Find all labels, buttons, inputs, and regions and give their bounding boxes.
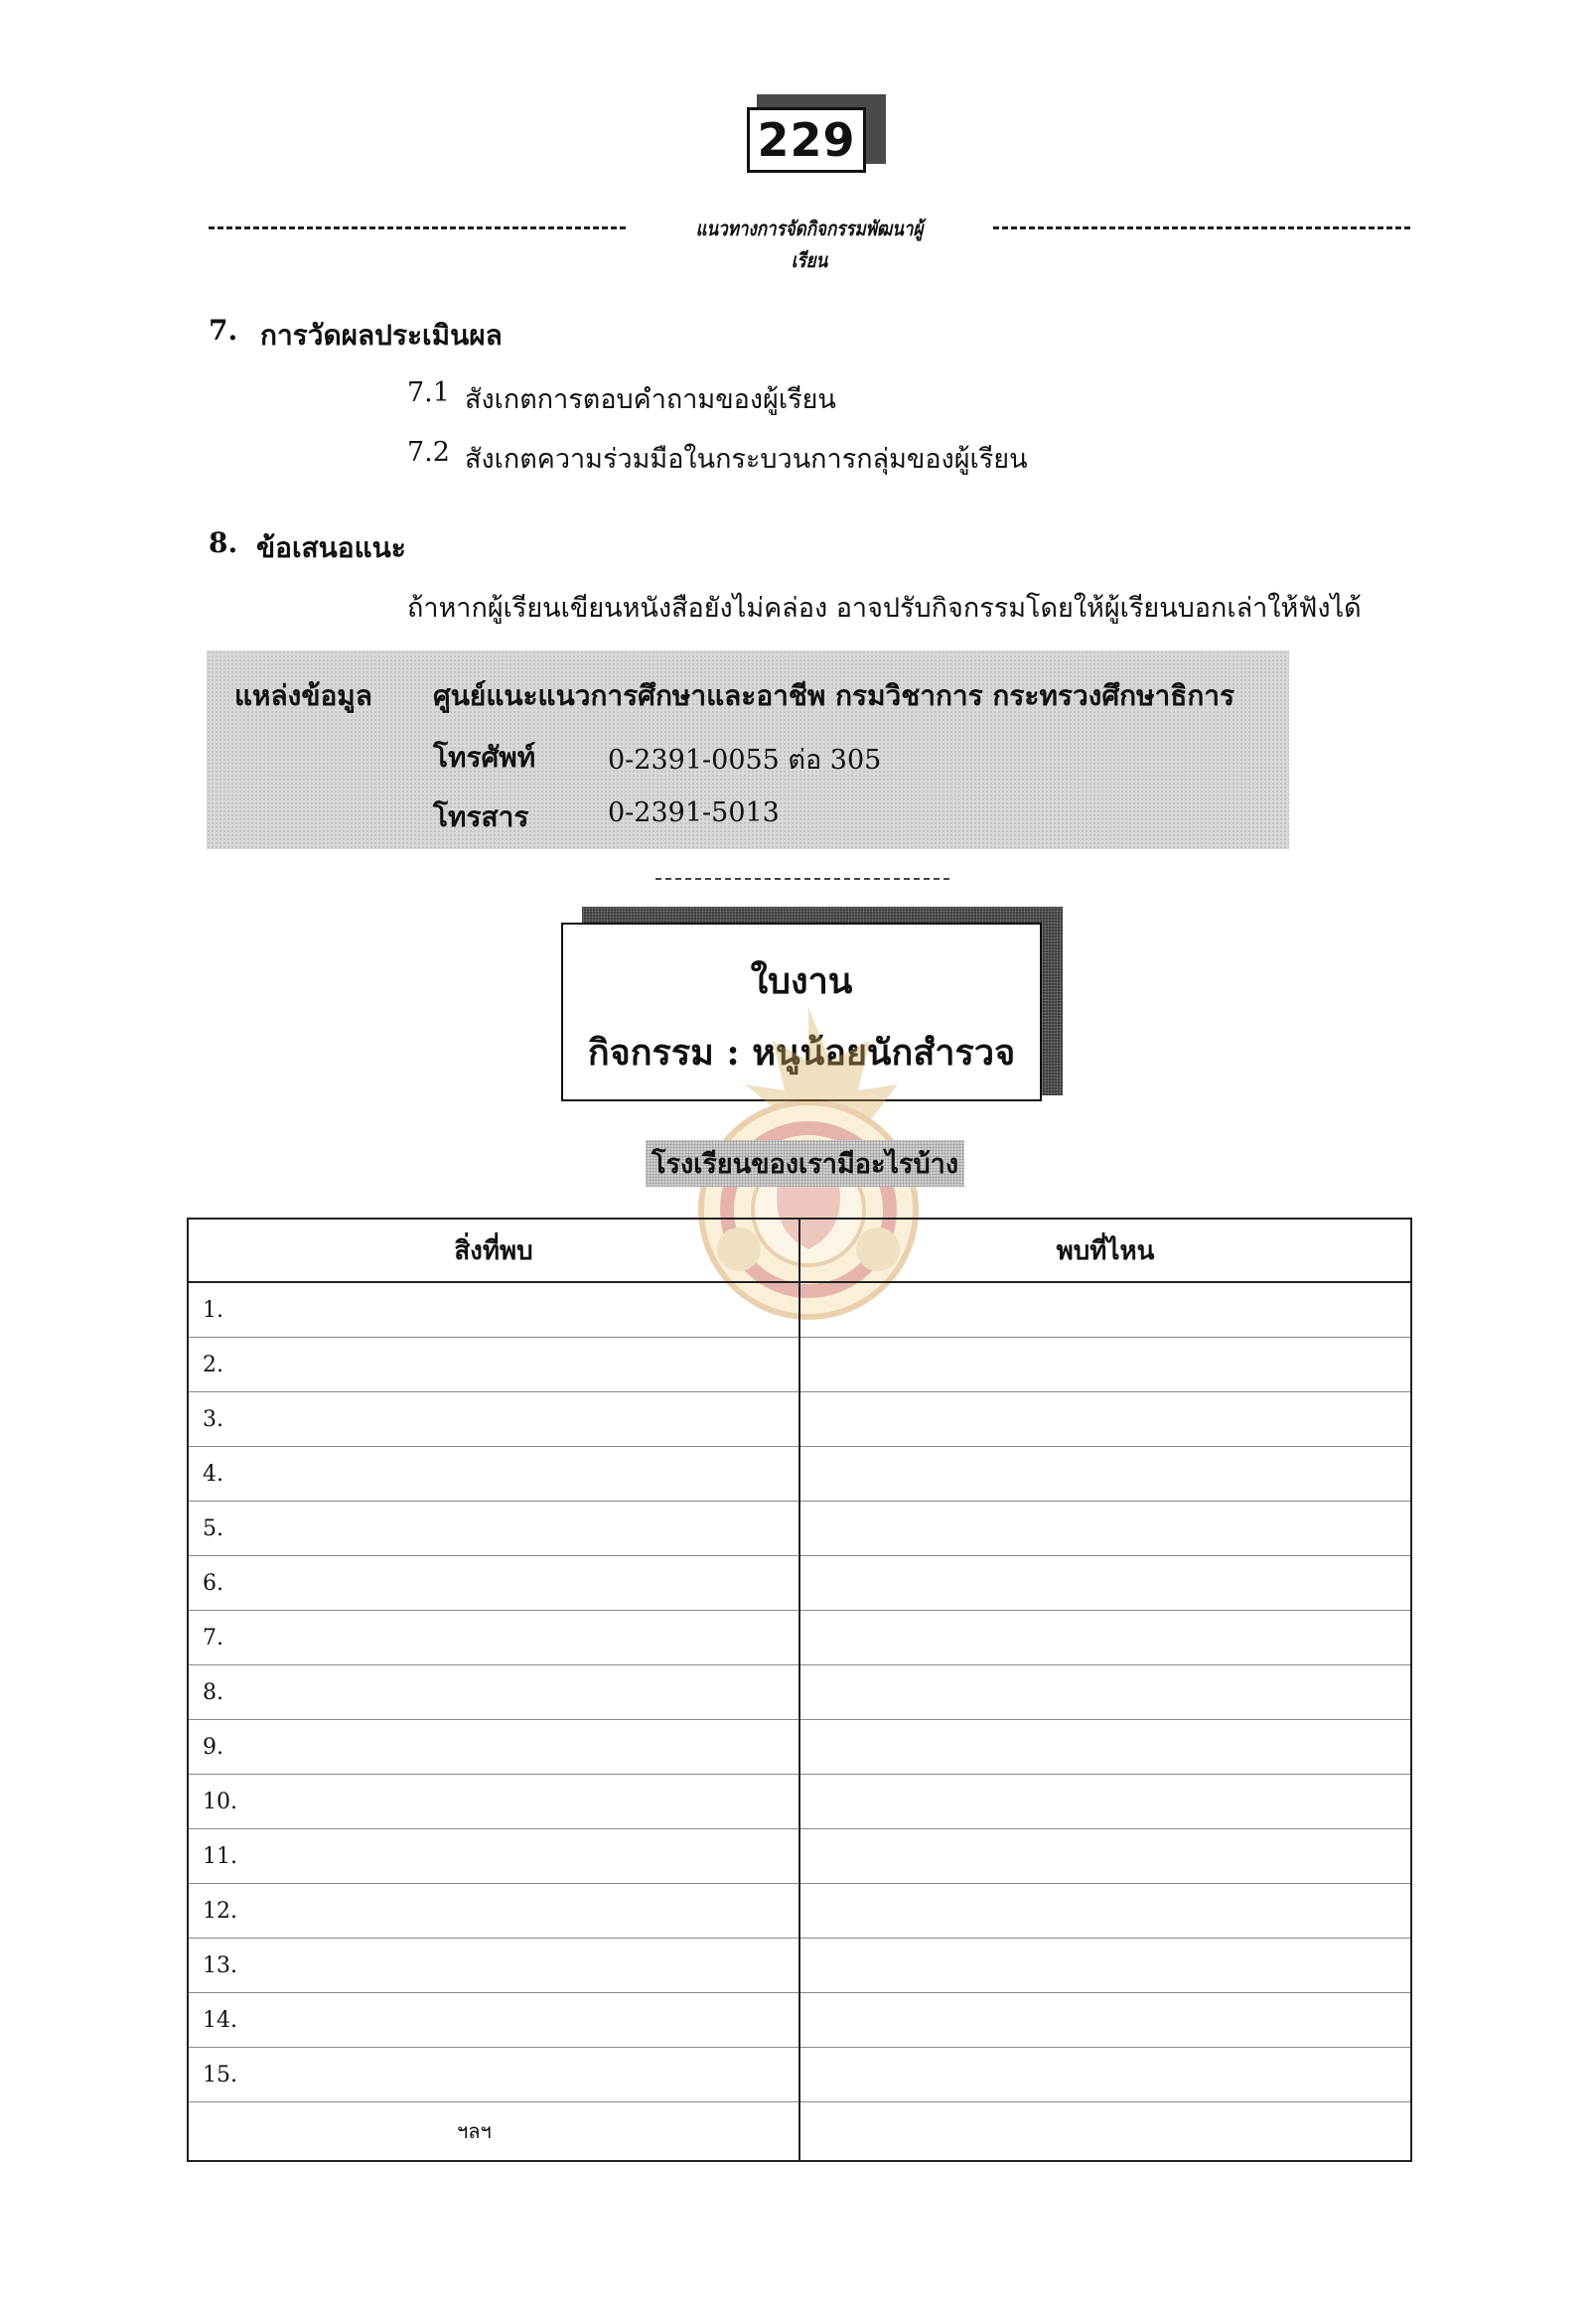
table-row bbox=[188, 1556, 1411, 1611]
row-number: 9. bbox=[188, 1720, 799, 1775]
row-number: 6. bbox=[188, 1556, 799, 1611]
table-row bbox=[188, 1775, 1411, 1829]
row-number: 12. bbox=[188, 1884, 799, 1939]
row-number: 7. bbox=[188, 1611, 799, 1665]
section7-item-text: สังเกตการตอบคำถามของผู้เรียน bbox=[465, 384, 836, 415]
etc-label: ฯลฯ bbox=[188, 2102, 799, 2162]
worksheet-table bbox=[187, 1218, 1412, 2162]
row-number: 8. bbox=[188, 1665, 799, 1720]
answer-cell bbox=[799, 2048, 1411, 2102]
answer-cell bbox=[799, 1338, 1411, 1392]
table-row-etc bbox=[188, 2102, 1411, 2162]
header-rule-left bbox=[209, 226, 626, 229]
row-number: 14. bbox=[188, 1993, 799, 2048]
worksheet-title: ใบงาน bbox=[750, 960, 853, 1002]
table-row bbox=[188, 1282, 1411, 1338]
section8-number: 8. bbox=[209, 526, 238, 559]
row-number: 3. bbox=[188, 1392, 799, 1447]
answer-cell bbox=[799, 1993, 1411, 2048]
column-header-found: สิ่งที่พบ bbox=[188, 1219, 799, 1282]
row-number: 13. bbox=[188, 1939, 799, 1993]
answer-cell bbox=[799, 1502, 1411, 1556]
table-row bbox=[188, 1665, 1411, 1720]
answer-cell bbox=[799, 1939, 1411, 1993]
table-row bbox=[188, 1939, 1411, 1993]
section7-title: การวัดผลประเมินผล bbox=[260, 319, 503, 352]
header-rule-right bbox=[993, 226, 1410, 229]
section7-item-number: 7.1 bbox=[407, 377, 450, 408]
worksheet-subheading: โรงเรียนของเรามีอะไรบ้าง bbox=[646, 1140, 964, 1187]
table-row bbox=[188, 1993, 1411, 2048]
row-number: 5. bbox=[188, 1502, 799, 1556]
row-number: 1. bbox=[188, 1282, 799, 1338]
table-row bbox=[188, 1338, 1411, 1392]
answer-cell bbox=[799, 1447, 1411, 1502]
header-title: แนวทางการจัดกิจกรรมพัฒนาผู้เรียน bbox=[695, 216, 924, 272]
column-header-where: พบที่ไหน bbox=[799, 1219, 1411, 1282]
answer-cell bbox=[799, 1556, 1411, 1611]
row-number: 11. bbox=[188, 1829, 799, 1884]
answer-cell bbox=[799, 1884, 1411, 1939]
table-row bbox=[188, 2048, 1411, 2102]
answer-cell bbox=[799, 1720, 1411, 1775]
row-number: 15. bbox=[188, 2048, 799, 2102]
section7-number: 7. bbox=[209, 314, 238, 347]
table-header-row bbox=[188, 1219, 1411, 1282]
phone-label: โทรศัพท์ bbox=[433, 741, 536, 774]
table-row bbox=[188, 1502, 1411, 1556]
answer-cell bbox=[799, 1829, 1411, 1884]
answer-cell bbox=[799, 1665, 1411, 1720]
section8-text: ถ้าหากผู้เรียนเขียนหนังสือยังไม่คล่อง อาจปรับกิจกรรมโดยให้ผู้เรียนบอกเล่าให้ฟังได้ bbox=[407, 593, 1362, 624]
page-number: 229 bbox=[747, 107, 866, 173]
table-row bbox=[188, 1611, 1411, 1665]
answer-cell bbox=[799, 1282, 1411, 1338]
row-number: 10. bbox=[188, 1775, 799, 1829]
info-box bbox=[207, 650, 1289, 849]
answer-cell bbox=[799, 1611, 1411, 1665]
row-number: 2. bbox=[188, 1338, 799, 1392]
info-label: แหล่งข้อมูล bbox=[234, 679, 372, 712]
section8-title: ข้อเสนอแนะ bbox=[256, 531, 406, 564]
fax-label: โทรสาร bbox=[433, 800, 529, 833]
section7-item-number: 7.2 bbox=[407, 437, 450, 468]
info-source: ศูนย์แนะแนวการศึกษาและอาชีพ กรมวิชาการ กระทรวงศึกษาธิการ bbox=[433, 679, 1235, 712]
table-row bbox=[188, 1829, 1411, 1884]
section7-item-text: สังเกตความร่วมมือในกระบวนการกลุ่มของผู้เรียน bbox=[465, 444, 1028, 475]
fax-number: 0-2391-5013 bbox=[608, 797, 780, 828]
row-number: 4. bbox=[188, 1447, 799, 1502]
table-row bbox=[188, 1392, 1411, 1447]
answer-cell bbox=[799, 1775, 1411, 1829]
answer-cell bbox=[799, 1392, 1411, 1447]
table-row bbox=[188, 1720, 1411, 1775]
answer-cell bbox=[799, 2102, 1411, 2162]
table-row bbox=[188, 1884, 1411, 1939]
table-row bbox=[188, 1447, 1411, 1502]
phone-number: 0-2391-0055 ต่อ 305 bbox=[608, 745, 882, 776]
separator-line bbox=[655, 878, 949, 880]
worksheet-activity: กิจกรรม : หนูน้อยนักสำรวจ bbox=[587, 1032, 1016, 1074]
